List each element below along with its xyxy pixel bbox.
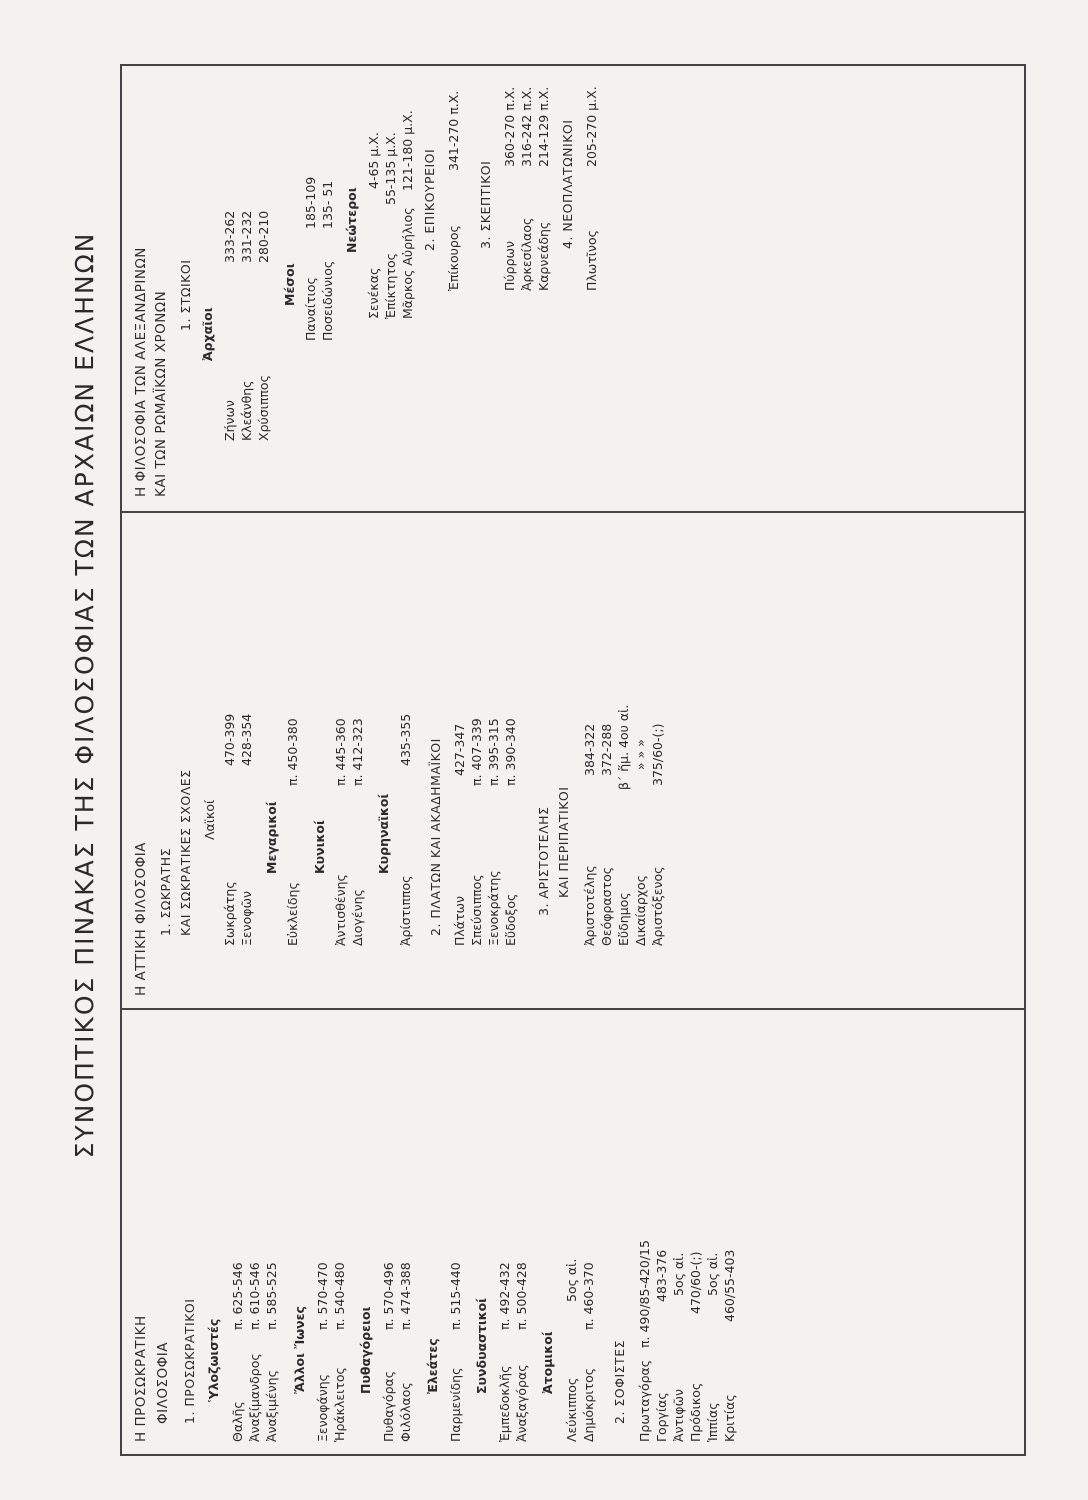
column-attic bbox=[122, 511, 1024, 1008]
philosopher-name: Ξενοκράτης bbox=[486, 870, 501, 946]
philosopher-name: Ἀρίστιππος bbox=[398, 875, 413, 946]
philosopher-dates: π. 395-315 bbox=[486, 718, 501, 786]
philosopher-name: Παρμενίδης bbox=[448, 1367, 463, 1442]
col3-section-1: 1. ΣΤΩΙΚΟΙ bbox=[178, 259, 193, 331]
philosopher-dates: β΄ ἥμ. 4ου αἰ. bbox=[616, 704, 631, 790]
philosopher-name: Πλάτων bbox=[452, 895, 467, 946]
col3-heading-2: ΚΑΙ ΤΩΝ ΡΩΜΑΪΚΩΝ ΧΡΟΝΩΝ bbox=[153, 290, 169, 497]
philosopher-name: Πρόδικος bbox=[688, 1382, 703, 1442]
philosopher-name: Ἀναξαγόρας bbox=[514, 1364, 529, 1442]
column-presocratic bbox=[122, 1008, 1024, 1454]
philosopher-name: Γοργίας bbox=[654, 1392, 669, 1442]
philosopher-dates: π. 625-546 bbox=[230, 1262, 245, 1330]
philosopher-name: Σπεύσιππος bbox=[469, 874, 484, 946]
philosopher-dates: π. 540-480 bbox=[332, 1262, 347, 1330]
philosopher-name: Ἀριστοτέλης bbox=[582, 865, 597, 946]
col2-section-3a: 3. ΑΡΙΣΤΟΤΕΛΗΣ bbox=[536, 806, 551, 916]
philosopher-dates: π. 490/85-420/15 bbox=[637, 1240, 652, 1348]
philosopher-dates: » » » bbox=[633, 739, 648, 770]
philosopher-name: Λεύκιππος bbox=[564, 1377, 579, 1442]
philosopher-name: Ἐπίκτητος bbox=[383, 253, 398, 319]
philosopher-name: Κριτίας bbox=[722, 1394, 737, 1442]
philosopher-name: Ἱππίας bbox=[705, 1402, 720, 1442]
philosopher-name: Ἀντισθένης bbox=[333, 874, 348, 946]
philosopher-dates: π. 450-380 bbox=[285, 718, 300, 786]
philosopher-name: Εὔδοξος bbox=[503, 893, 518, 946]
page-title: ΣΥΝΟΠΤΙΚΟΣ ΠΙΝΑΚΑΣ ΤΗΣ ΦΙΛΟΣΟΦΙΑΣ ΤΩΝ ΑΡΧΑΙΩΝ ΕΛΛΗΝΩΝ bbox=[70, 231, 99, 1159]
philosopher-dates: 460/55-403 bbox=[722, 1249, 737, 1322]
philosopher-name: Διογένης bbox=[350, 889, 365, 946]
group-label: Κυρηναϊκοί bbox=[376, 793, 391, 874]
philosopher-name: Δημόκριτος bbox=[581, 1367, 596, 1442]
philosopher-dates: 205-270 μ.Χ. bbox=[584, 86, 599, 167]
philosopher-dates: π. 492-432 bbox=[497, 1262, 512, 1330]
col3-heading-1: Η ΦΙΛΟΣΟΦΙΑ ΤΩΝ ΑΛΕΞΑΝΔΡΙΝΩΝ bbox=[133, 247, 149, 497]
philosopher-dates: 135- 51 bbox=[320, 180, 335, 229]
group-label: Κυνικοί bbox=[312, 820, 327, 874]
philosopher-name: Εὔδημος bbox=[616, 892, 631, 946]
philosopher-dates: 470-399 bbox=[222, 713, 237, 766]
philosopher-dates: 214-129 π.Χ. bbox=[536, 86, 551, 167]
philosopher-dates: 483-376 bbox=[654, 1249, 669, 1302]
philosopher-dates: π. 500-428 bbox=[514, 1262, 529, 1330]
philosopher-dates: π. 515-440 bbox=[448, 1262, 463, 1330]
philosopher-dates: π. 407-339 bbox=[469, 718, 484, 786]
philosopher-name: Σωκράτης bbox=[222, 881, 237, 946]
group-label: Ἐλεάτες bbox=[425, 1338, 440, 1394]
col3-section-2: 2. ΕΠΙΚΟΥΡΕΙΟΙ bbox=[422, 148, 437, 251]
philosopher-name: Ξενοφῶν bbox=[239, 891, 254, 946]
philosopher-dates: 428-354 bbox=[239, 713, 254, 766]
table-frame bbox=[120, 64, 1026, 1456]
philosopher-name: Ἀρκεσίλαος bbox=[519, 217, 534, 291]
philosopher-dates: π. 390-340 bbox=[503, 718, 518, 786]
group-label: Ὑλοζωιστές bbox=[206, 1318, 221, 1402]
group-label: Νεώτεροι bbox=[344, 187, 359, 253]
philosopher-dates: π. 610-546 bbox=[247, 1262, 262, 1330]
philosopher-dates: 5ος αἰ. bbox=[705, 1252, 720, 1296]
group-label: Ἄλλοι Ἴωνες bbox=[292, 1306, 307, 1394]
philosopher-name: Μᾶρκος Αὐρήλιος bbox=[400, 207, 415, 319]
philosopher-dates: 384-322 bbox=[582, 723, 597, 776]
philosopher-name: Ποσειδώνιος bbox=[320, 260, 335, 341]
philosopher-dates: π. 585-525 bbox=[264, 1262, 279, 1330]
philosopher-name: Ἀριστόξενος bbox=[650, 866, 665, 946]
col1-heading-1: Η ΠΡΟΣΩΚΡΑΤΙΚΗ bbox=[133, 1315, 149, 1442]
col2-section-3b: ΚΑΙ ΠΕΡΙΠΑΤΙΚΟΙ bbox=[556, 786, 571, 898]
philosopher-name: Κλεάνθης bbox=[239, 380, 254, 441]
philosopher-dates: 5ος αἰ. bbox=[564, 1258, 579, 1302]
philosopher-name: Σενέκας bbox=[366, 267, 381, 319]
group-label: Μεγαρικοί bbox=[264, 801, 279, 874]
philosopher-name: Ἀναξιμένης bbox=[264, 1370, 279, 1442]
col2-section-1a: 1. ΣΩΚΡΑΤΗΣ bbox=[158, 847, 173, 936]
philosopher-name: Καρνεάδης bbox=[536, 221, 551, 291]
philosopher-name: Ξενοφάνης bbox=[315, 1373, 330, 1442]
philosopher-dates: π. 412-323 bbox=[350, 718, 365, 786]
philosopher-dates: π. 570-470 bbox=[315, 1262, 330, 1330]
philosopher-dates: 55-135 μ.Χ. bbox=[383, 132, 398, 205]
group-label: Ἀτομικοί bbox=[540, 1331, 555, 1394]
philosopher-name: Πλωτῖνος bbox=[584, 230, 599, 291]
philosopher-dates: 435-355 bbox=[398, 713, 413, 766]
philosopher-dates: π. 460-370 bbox=[581, 1262, 596, 1330]
col1-section-1: 1. ΠΡΟΣΩΚΡΑΤΙΚΟΙ bbox=[182, 1298, 197, 1424]
philosopher-name: Ἐπίκουρος bbox=[446, 225, 461, 291]
col3-section-3: 3. ΣΚΕΠΤΙΚΟΙ bbox=[478, 160, 493, 249]
philosopher-name: Φιλόλαος bbox=[398, 1382, 413, 1442]
col1-section-2: 2. ΣΟΦΙΣΤΕΣ bbox=[612, 1340, 627, 1424]
philosopher-dates: 4-65 μ.Χ. bbox=[366, 132, 381, 189]
philosopher-dates: 331-232 bbox=[239, 210, 254, 263]
philosopher-name: Θαλῆς bbox=[230, 1401, 245, 1442]
group-label: Πυθαγόρειοι bbox=[358, 1306, 373, 1394]
col1-heading-2: ΦΙΛΟΣΟΦΙΑ bbox=[155, 1342, 171, 1424]
col3-section-4: 4. ΝΕΟΠΛΑΤΩΝΙΚΟΙ bbox=[560, 119, 575, 249]
philosopher-name: Δικαίαρχος bbox=[633, 875, 648, 946]
philosopher-dates: 333-262 bbox=[222, 210, 237, 263]
philosopher-dates: 121-180 μ.Χ. bbox=[400, 110, 415, 191]
philosopher-dates: 360-270 π.Χ. bbox=[502, 86, 517, 167]
col2-section-2: 2. ΠΛΑΤΩΝ ΚΑΙ ΑΚΑΔΗΜΑΪΚΟΙ bbox=[428, 738, 443, 936]
philosopher-name: Ζήνων bbox=[222, 400, 237, 441]
philosopher-dates: π. 445-360 bbox=[333, 718, 348, 786]
philosopher-name: Εὐκλείδης bbox=[285, 882, 300, 946]
philosopher-dates: 372-288 bbox=[599, 723, 614, 776]
philosopher-name: Θεόφραστος bbox=[599, 866, 614, 946]
philosopher-dates: 427-347 bbox=[452, 723, 467, 776]
philosopher-name: Ἡράκλειτος bbox=[332, 1367, 347, 1442]
philosopher-name: Πυθαγόρας bbox=[381, 1370, 396, 1442]
philosopher-dates: 185-109 bbox=[303, 176, 318, 229]
philosopher-name: Παναίτιος bbox=[303, 277, 318, 341]
philosopher-dates: 5ος αἰ. bbox=[671, 1252, 686, 1296]
philosopher-name: Ἀντιφῶν bbox=[671, 1389, 686, 1442]
col2-heading: Η ΑΤΤΙΚΗ ΦΙΛΟΣΟΦΙΑ bbox=[133, 842, 149, 996]
group-label: Μέσοι bbox=[282, 263, 297, 306]
philosopher-name: Πύρρων bbox=[502, 241, 517, 291]
col2-section-1b: ΚΑΙ ΣΩΚΡΑΤΙΚΕΣ ΣΧΟΛΕΣ bbox=[178, 769, 193, 936]
philosopher-name: Ἀναξίμανδρος bbox=[247, 1353, 262, 1442]
group-label: Ἀρχαῖοι bbox=[200, 307, 215, 361]
philosopher-name: Χρύσιππος bbox=[256, 375, 271, 441]
philosopher-dates: 316-242 π.Χ. bbox=[519, 86, 534, 167]
column-alexandrian bbox=[122, 66, 1024, 511]
philosopher-dates: 341-270 π.Χ. bbox=[446, 90, 461, 171]
group-label: Συνδυαστικοί bbox=[474, 1297, 489, 1394]
philosopher-dates: 375/60-(;) bbox=[650, 723, 665, 786]
philosopher-name: Ἐμπεδοκλῆς bbox=[497, 1365, 512, 1442]
philosopher-dates: 470/60-(;) bbox=[688, 1251, 703, 1314]
philosopher-dates: π. 474-388 bbox=[398, 1262, 413, 1330]
group-label: Λαϊκοί bbox=[202, 799, 217, 840]
philosopher-name: Πρωταγόρας bbox=[637, 1359, 652, 1442]
philosopher-dates: 280-210 bbox=[256, 210, 271, 263]
philosopher-dates: π. 570-496 bbox=[381, 1262, 396, 1330]
